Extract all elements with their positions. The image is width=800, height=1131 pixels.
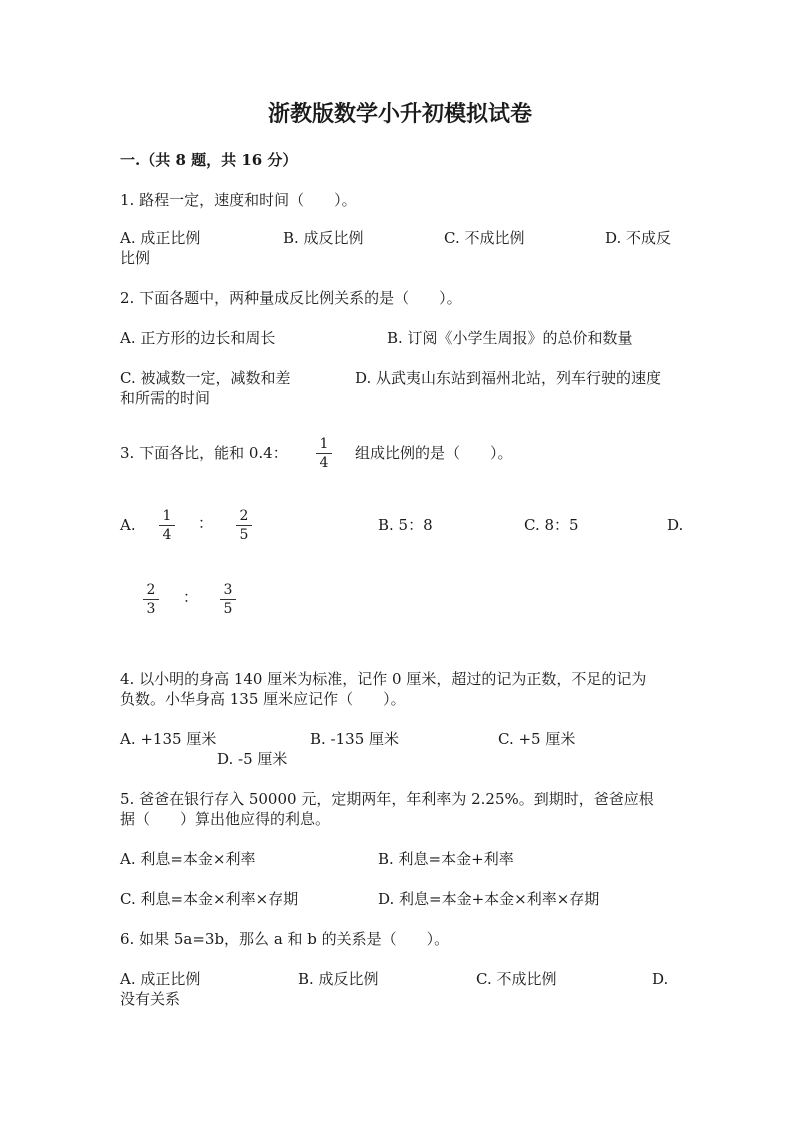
fraction-denominator: 5 bbox=[239, 527, 249, 543]
question-4-option-a: A. +135 厘米 bbox=[120, 730, 217, 748]
fraction-numerator: 1 bbox=[162, 508, 172, 524]
question-5-option-c: C. 利息=本金×利率×存期 bbox=[120, 890, 299, 908]
question-3-stem-start: 3. 下面各比，能和 0.4： bbox=[120, 444, 288, 462]
question-2-option-b: B. 订阅《小学生周报》的总价和数量 bbox=[387, 329, 633, 347]
question-1-option-b: B. 成反比例 bbox=[283, 229, 364, 247]
question-3-option-a-fraction-2 bbox=[234, 508, 254, 543]
question-1-option-d-continued: 比例 bbox=[120, 249, 151, 267]
fraction-numerator: 3 bbox=[223, 582, 233, 598]
question-5-stem-line-2: 据（ ）算出他应得的利息。 bbox=[120, 810, 331, 828]
fraction-numerator: 1 bbox=[319, 436, 329, 452]
question-2-stem: 2. 下面各题中，两种量成反比例关系的是（ ）。 bbox=[120, 289, 462, 307]
fraction-denominator: 5 bbox=[223, 601, 233, 617]
question-2-option-d-continued: 和所需的时间 bbox=[120, 389, 211, 407]
question-3-stem-end: 组成比例的是（ ）。 bbox=[355, 444, 513, 462]
question-3-option-d-fraction-2 bbox=[218, 582, 238, 617]
fraction-bar bbox=[316, 453, 332, 454]
question-3-stem-fraction bbox=[314, 436, 334, 471]
question-2-option-a: A. 正方形的边长和周长 bbox=[120, 329, 276, 347]
question-4-option-d: D. -5 厘米 bbox=[217, 750, 288, 768]
question-4-stem-line-1: 4. 以小明的身高 140 厘米为标准，记作 0 厘米，超过的记为正数，不足的记为 bbox=[120, 670, 647, 688]
question-2-option-d: D. 从武夷山东站到福州北站，列车行驶的速度 bbox=[355, 369, 662, 387]
question-1-stem: 1. 路程一定，速度和时间（ ）。 bbox=[120, 191, 357, 209]
question-5-option-b: B. 利息=本金+利率 bbox=[378, 850, 514, 868]
question-3-option-a-colon: ： bbox=[198, 514, 214, 532]
question-6-option-c: C. 不成比例 bbox=[476, 970, 557, 988]
fraction-denominator: 3 bbox=[146, 601, 156, 617]
question-5-stem-line-1: 5. 爸爸在银行存入 50000 元，定期两年，年利率为 2.25%。到期时，爸爸应根 bbox=[120, 790, 654, 808]
fraction-bar bbox=[159, 525, 175, 526]
question-3-option-d-label: D. bbox=[667, 516, 684, 534]
question-4-option-b: B. -135 厘米 bbox=[310, 730, 400, 748]
fraction-denominator: 4 bbox=[319, 455, 329, 471]
fraction-numerator: 2 bbox=[239, 508, 249, 524]
question-3-option-c: C. 8：5 bbox=[524, 516, 579, 534]
fraction-numerator: 2 bbox=[146, 582, 156, 598]
question-3-option-a-label: A. bbox=[120, 516, 136, 534]
question-6-option-d-label: D. bbox=[652, 970, 669, 988]
fraction-bar bbox=[143, 599, 159, 600]
page-title: 浙教版数学小升初模拟试卷 bbox=[267, 101, 532, 127]
question-3-option-a-fraction-1 bbox=[157, 508, 177, 543]
question-6-option-b: B. 成反比例 bbox=[298, 970, 379, 988]
question-6-option-d: 没有关系 bbox=[120, 990, 181, 1008]
fraction-denominator: 4 bbox=[162, 527, 172, 543]
question-3-option-d-colon: ： bbox=[183, 588, 199, 606]
question-3-option-b: B. 5：8 bbox=[378, 516, 433, 534]
question-4-stem-line-2: 负数。小华身高 135 厘米应记作（ ）。 bbox=[120, 690, 406, 708]
question-6-stem: 6. 如果 5a=3b，那么 a 和 b 的关系是（ ）。 bbox=[120, 930, 450, 948]
question-2-option-c: C. 被减数一定，减数和差 bbox=[120, 369, 291, 387]
question-5-option-a: A. 利息=本金×利率 bbox=[120, 850, 256, 868]
question-1-option-d: D. 不成反 bbox=[605, 229, 672, 247]
question-3-option-d-fraction-1 bbox=[141, 582, 161, 617]
question-4-option-c: C. +5 厘米 bbox=[498, 730, 576, 748]
fraction-bar bbox=[236, 525, 252, 526]
question-6-option-a: A. 成正比例 bbox=[120, 970, 201, 988]
section-heading: 一.（共 8 题，共 16 分） bbox=[120, 151, 298, 169]
question-1-option-a: A. 成正比例 bbox=[120, 229, 201, 247]
question-5-option-d: D. 利息=本金+本金×利率×存期 bbox=[378, 890, 600, 908]
question-1-option-c: C. 不成比例 bbox=[444, 229, 525, 247]
fraction-bar bbox=[220, 599, 236, 600]
